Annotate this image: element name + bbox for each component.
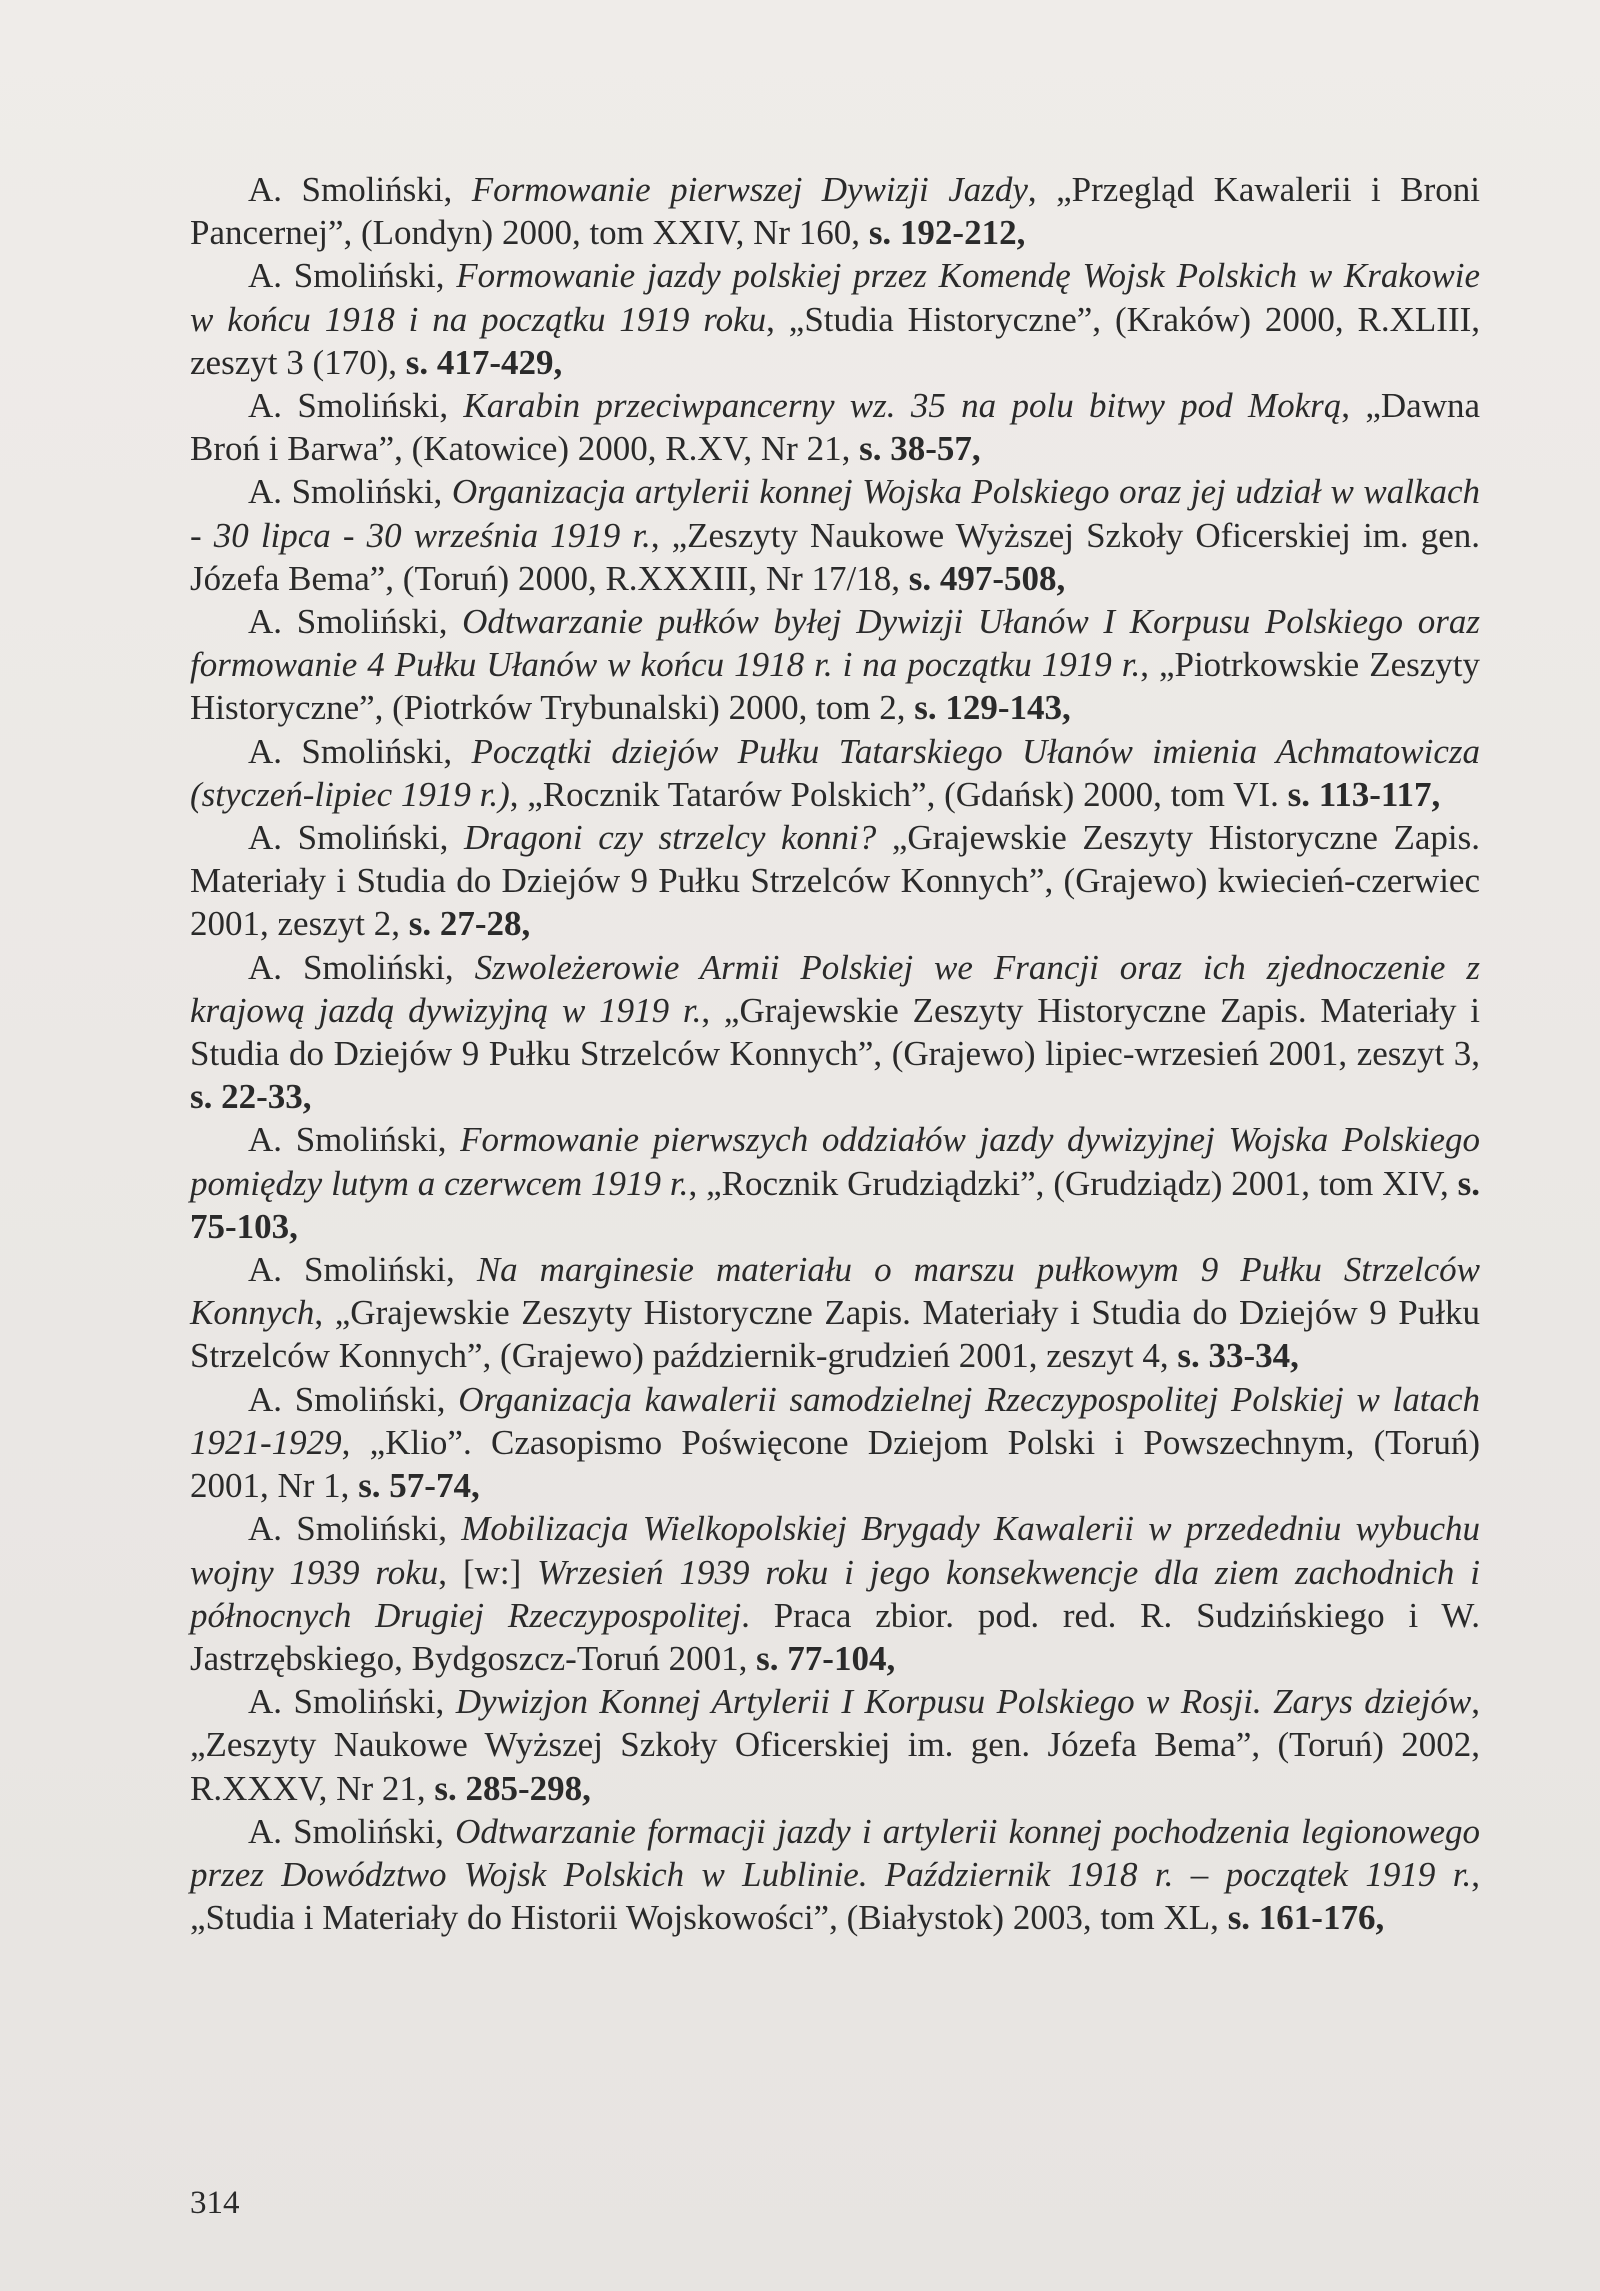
entry-author: A. Smoliński, xyxy=(248,731,472,771)
entry-author: A. Smoliński, xyxy=(248,256,457,296)
entry-title: Formowanie pierwszych oddziałów jazdy dywizyjnej Wojska Polskiego pomiędzy lutym a czerwcem 1919 r. xyxy=(190,1120,1480,1203)
entry-title: Organizacja kawalerii samodzielnej Rzeczypospolitej Polskiej w latach 1921-1929 xyxy=(190,1379,1481,1462)
entry-title: Odtwarzanie pułków byłej Dywizji Ułanów I Korpusu Polskiego oraz formowanie 4 Pułku Ułanów w końcu 1918 r. i na początku 1919 r. xyxy=(190,602,1480,685)
entry-title: Formowanie pierwszej Dywizji Jazdy xyxy=(471,170,1028,209)
entry-title: Dywizjon Konnej Artylerii I Korpusu Polskiego w Rosji. Zarys dziejów xyxy=(455,1682,1472,1722)
entry-author: A. Smoliński, xyxy=(248,602,463,642)
bibliography-entry xyxy=(190,1248,1480,1378)
entry-source: , „Rocznik Grudziądzki”, (Grudziądz) 2001, tom XIV, xyxy=(688,1163,1458,1203)
entry-title: Na marginesie materiału o marszu pułkowym 9 Pułku Strzelców Konnych xyxy=(190,1250,1480,1333)
entry-source: , „Klio”. Czasopismo Poświęcone Dziejom Polski i Powszechnym, (Toruń) 2001, Nr 1, xyxy=(190,1422,1480,1506)
entry-author: A. Smoliński, xyxy=(248,472,452,512)
bibliography-entry xyxy=(190,730,1480,816)
entry-source: , „Przegląd Kawalerii i Broni Pancernej”, (Londyn) 2000, tom XXIV, Nr 160, xyxy=(190,170,1480,253)
entry-source: , „Rocznik Tatarów Polskich”, (Gdańsk) 2000, tom VI. xyxy=(509,774,1288,814)
entry-source: , „Zeszyty Naukowe Wyższej Szkoły Oficerskiej im. gen. Józefa Bema”, (Toruń) 2000, R.XXXIII, Nr 17/18, xyxy=(190,515,1481,598)
entry-author: A. Smoliński, xyxy=(248,386,464,426)
entry-source: , „Studia i Materiały do Historii Wojskowości”, (Białystok) 2003, tom XL, xyxy=(190,1854,1480,1938)
entry-source: , „Studia Historyczne”, (Kraków) 2000, R.XLIII, zeszyt 3 (170), xyxy=(190,299,1480,382)
bibliography-entry xyxy=(190,384,1480,470)
entry-pages: s. 38-57, xyxy=(859,429,981,469)
entry-pages: s. 57-74, xyxy=(358,1466,480,1506)
bibliography-entry xyxy=(190,1507,1480,1680)
page-number: 314 xyxy=(190,2185,240,2221)
entry-source: , „Grajewskie Zeszyty Historyczne Zapis. Materiały i Studia do Dziejów 9 Pułku Strzelców Konnych”, (Grajewo) październik-grudzień 2001, zeszyt 4, xyxy=(190,1293,1480,1376)
entry-author: A. Smoliński, xyxy=(248,170,472,209)
entry-title: Mobilizacja Wielkopolskiej Brygady Kawalerii w przededniu wybuchu wojny 1939 roku xyxy=(190,1509,1480,1592)
entry-pages: s. 497-508, xyxy=(908,558,1066,598)
entry-pages: s. 113-117, xyxy=(1287,774,1441,814)
entry-source: , „Piotrkowskie Zeszyty Historyczne”, (Piotrków Trybunalski) 2000, tom 2, xyxy=(190,645,1480,728)
entry-author: A. Smoliński, xyxy=(248,1682,456,1722)
entry-source: , „Grajewskie Zeszyty Historyczne Zapis. Materiały i Studia do Dziejów 9 Pułku Strzelców Konnych”, (Grajewo) lipiec-wrzesień 2001, zeszyt 3, xyxy=(190,990,1480,1074)
entry-title: Dragoni czy strzelcy konni? xyxy=(463,818,877,858)
entry-title: Karabin przeciwpancerny wz. 35 na polu bitwy pod Mokrą xyxy=(463,386,1342,426)
bibliography-entry xyxy=(190,1810,1480,1940)
entry-source: , [w:] xyxy=(438,1552,538,1592)
entry-title: Odtwarzanie formacji jazdy i artylerii konnej pochodzenia legionowego przez Dowództwo Wojsk Polskich w Lublinie. Październik 1918 r. – początek 1919 r. xyxy=(190,1811,1480,1894)
bibliography-entry xyxy=(190,168,1480,254)
entry-author: A. Smoliński, xyxy=(248,1811,456,1851)
entry-collection-source: . Praca zbior. pod. red. R. Sudzińskiego i W. Jastrzębskiego, Bydgoszcz-Toruń 2001, xyxy=(190,1595,1480,1678)
bibliography-entry xyxy=(190,816,1480,946)
entry-pages: s. 161-176, xyxy=(1227,1898,1385,1938)
entry-collection-title: Wrzesień 1939 roku i jego konsekwencje dla ziem zachodnich i północnych Drugiej Rzeczypospolitej xyxy=(190,1552,1480,1635)
entry-pages: s. 33-34, xyxy=(1177,1336,1299,1376)
entry-pages: s. 22-33, xyxy=(190,1077,312,1117)
bibliography-list xyxy=(190,168,1480,1939)
bibliography-entry xyxy=(190,1118,1480,1248)
entry-pages: s. 75-103, xyxy=(190,1163,1480,1246)
entry-author: A. Smoliński, xyxy=(248,1250,477,1290)
bibliography-entry xyxy=(190,1680,1480,1810)
entry-pages: s. 77-104, xyxy=(756,1638,896,1678)
entry-pages: s. 27-28, xyxy=(408,904,531,944)
entry-author: A. Smoliński, xyxy=(248,1120,461,1160)
entry-title: Szwoleżerowie Armii Polskiej we Francji oraz ich zjednoczenie z krajową jazdą dywizyjną w 1919 r. xyxy=(190,947,1480,1030)
entry-source: , „Dawna Broń i Barwa”, (Katowice) 2000, R.XV, Nr 21, xyxy=(190,386,1481,469)
bibliography-entry xyxy=(190,254,1480,384)
entry-author: A. Smoliński, xyxy=(248,818,464,858)
entry-pages: s. 192-212, xyxy=(868,213,1026,253)
entry-author: A. Smoliński, xyxy=(248,947,475,987)
entry-title: Początki dziejów Pułku Tatarskiego Ułanów imienia Achmatowicza (styczeń-lipiec 1919 r.) xyxy=(190,731,1481,814)
entry-pages: s. 285-298, xyxy=(434,1768,591,1808)
entry-source: , „Zeszyty Naukowe Wyższej Szkoły Oficerskiej im. gen. Józefa Bema”, (Toruń) 2002, R.XXXV, Nr 21, xyxy=(190,1682,1480,1808)
entry-pages: s. 417-429, xyxy=(405,342,563,382)
bibliography-entry xyxy=(190,600,1480,730)
entry-title: Organizacja artylerii konnej Wojska Polskiego oraz jej udział w walkach - 30 lipca - 30 września 1919 r. xyxy=(190,472,1480,555)
entry-pages: s. 129-143, xyxy=(914,688,1071,728)
entry-source: „Grajewskie Zeszyty Historyczne Zapis. Materiały i Studia do Dziejów 9 Pułku Strzelców Konnych”, (Grajewo) kwiecień-czerwiec 2001, zeszyt 2, xyxy=(190,818,1480,944)
bibliography-entry xyxy=(190,1378,1480,1508)
entry-title: Formowanie jazdy polskiej przez Komendę Wojsk Polskich w Krakowie w końcu 1918 i na początku 1919 roku xyxy=(190,256,1481,339)
bibliography-entry xyxy=(190,470,1480,600)
entry-author: A. Smoliński, xyxy=(248,1379,459,1419)
bibliography-entry xyxy=(190,946,1480,1119)
entry-author: A. Smoliński, xyxy=(248,1509,462,1549)
